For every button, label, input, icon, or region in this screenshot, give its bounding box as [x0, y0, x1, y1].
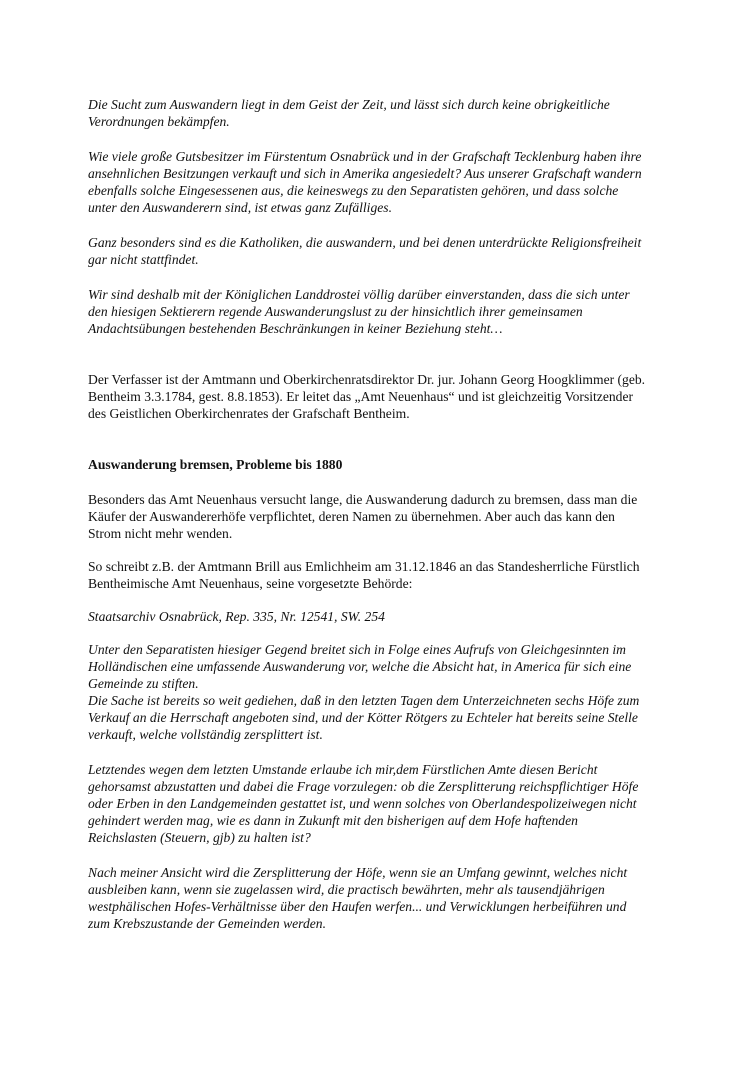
quote-paragraph-6: Letztendes wegen dem letzten Umstande erlaube ich mir,dem Fürstlichen Amte diesen Bericht gehorsamst abzustatten und dabei die Frage vorzulegen: ob die Zersplitterung reichspflichtiger Höfe oder Erben in den Landgemeinden gestattet ist, und wenn solches von Oberlandespolizeiwegen nicht gehindert werden mag, wie es dann in Zukunft mit den bisherigen auf dem Hofe haftenden Reichslasten (Steuern, gjb) zu halten ist? — [88, 762, 639, 845]
quote-paragraph-2: Wie viele große Gutsbesitzer im Fürstentum Osnabrück und in der Grafschaft Tecklenburg haben ihre ansehnlichen Besitzungen verkauft und sich in Amerika angesiedelt? Aus unserer Grafschaft wandern ebenfalls solche Eingesessenen aus, die keineswegs zu den Separatisten gehören, und dass solche unter den Auswanderern sind, ist etwas ganz Zufälliges. — [88, 149, 642, 215]
body-paragraph-1: Besonders das Amt Neuenhaus versucht lange, die Auswanderung dadurch zu bremsen, dass man die Käufer der Auswandererhöfe verpflichtet, deren Namen zu übernehmen. Aber auch das kann den Strom nicht mehr wenden. — [88, 492, 638, 541]
quote-paragraph-4: Wir sind deshalb mit der Königlichen Landdrostei völlig darüber einverstanden, dass die sich unter den hiesigen Sektierern regende Auswanderungslust zu der hinsichtlich ihrer gemeinsamen Andachtsübungen bestehenden Beschränkungen in keiner Beziehung steht… — [88, 287, 630, 336]
quote-paragraph-1: Die Sucht zum Auswandern liegt in dem Geist der Zeit, und lässt sich durch keine obrigkeitliche Verordnungen bekämpfen. — [88, 97, 610, 129]
quote-paragraph-3: Ganz besonders sind es die Katholiken, die auswandern, und bei denen unterdrückte Religionsfreiheit gar nicht stattfindet. — [88, 235, 642, 267]
section-heading: Auswanderung bremsen, Probleme bis 1880 — [88, 457, 343, 472]
quote-paragraph-7: Nach meiner Ansicht wird die Zersplitterung der Höfe, wenn sie an Umfang gewinnt, welches nicht ausbleiben kann, wenn sie zugelassen wird, die practisch bewährten, mehr als tausendjährigen westphälischen Hofes-Verhältnisse über den Haufen werfen... und Verwicklungen herbeiführen und zum Krebszustande der Gemeinden werden. — [88, 865, 628, 931]
quote-paragraph-5a: Unter den Separatisten hiesiger Gegend breitet sich in Folge eines Aufrufs von Gleichgesinnten im Holländischen eine umfassende Auswanderung vor, welche die Absicht hat, in America für sich eine Gemeinde zu stiften. — [88, 642, 632, 691]
body-paragraph-2: So schreibt z.B. der Amtmann Brill aus Emlichheim am 31.12.1846 an das Standesherrliche Fürstlich Bentheimische Amt Neuenhaus, seine vorgesetzte Behörde: — [88, 559, 640, 591]
document-page — [88, 96, 650, 932]
source-citation: Staatsarchiv Osnabrück, Rep. 335, Nr. 12541, SW. 254 — [88, 609, 385, 624]
quote-paragraph-5b: Die Sache ist bereits so weit gediehen, daß in den letzten Tagen dem Unterzeichneten sechs Höfe zum Verkauf an die Herrschaft angeboten sind, und der Kötter Rötgers zu Echteler hat bereits seine Stelle verkauft, welche vollständig zersplittert ist. — [88, 693, 640, 742]
author-note: Der Verfasser ist der Amtmann und Oberkirchenratsdirektor Dr. jur. Johann Georg Hoogklimmer (geb. Bentheim 3.3.1784, gest. 8.8.1853). Er leitet das „Amt Neuenhaus“ und ist gleichzeitig Vorsitzender des Geistlichen Oberkirchenrates der Grafschaft Bentheim. — [88, 372, 646, 421]
